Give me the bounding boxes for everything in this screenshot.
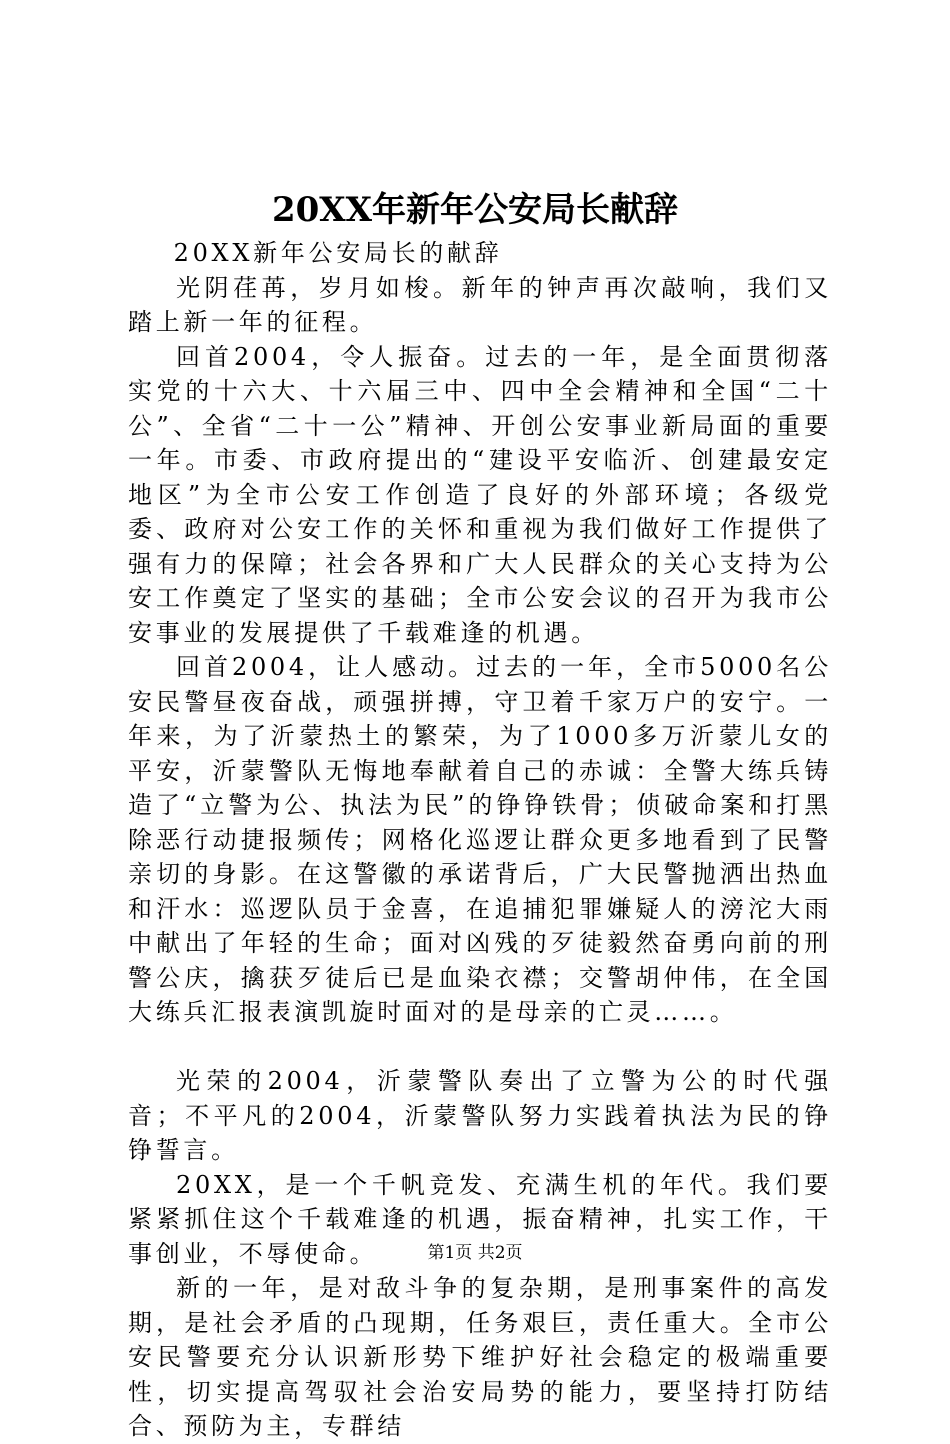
page-number-footer: 第1页 共2页 [427, 1243, 523, 1263]
body-paragraph: 新的一年，是对敌斗争的复杂期，是刑事案件的高发期，是社会矛盾的凸现期，任务艰巨，责任重大。全市公安民警要充分认识新形势下维护好社会稳定的极端重要性，切实提高驾驭社会治安局势的能力，要坚持打防结合、预防为主，专群结 [128, 1274, 832, 1440]
subtitle-paragraph: 20XX新年公安局长的献辞 [173, 239, 503, 267]
body-paragraph: 回首2004，让人感动。过去的一年，全市5000名公安民警昼夜奋战，顽强拼搏，守卫着千家万户的安宁。一年来，为了沂蒙热土的繁荣，为了1000多万沂蒙儿女的平安，沂蒙警队无悔地奉献着自己的赤诚：全警大练兵铸造了“立警为公、执法为民”的铮铮铁骨；侦破命案和打黑除恶行动捷报频传；网格化巡逻让群众更多地看到了民警亲切的身影。在这警徽的承诺背后，广大民警抛洒出热血和汗水：巡逻队员于金喜，在追捕犯罪嫌疑人的滂沱大雨中献出了年轻的生命；面对凶残的歹徒毅然奋勇向前的刑警公庆，擒获歹徒后已是血染衣襟；交警胡仲伟，在全国大练兵汇报表演凯旋时面对的是母亲的亡灵……。 [128, 653, 832, 1026]
body-paragraph: 光荣的2004，沂蒙警队奏出了立警为公的时代强音；不平凡的2004，沂蒙警队努力实践着执法为民的铮铮誓言。 [128, 1067, 832, 1164]
body-paragraph: 20XX，是一个千帆竞发、充满生机的年代。我们要紧紧抓住这个千载难逢的机遇，振奋精神，扎实工作，干事创业，不辱使命。 [128, 1170, 832, 1268]
document-title: 20XX年新年公安局长献辞 [271, 190, 679, 230]
body-paragraph: 光阴荏苒，岁月如梭。新年的钟声再次敲响，我们又踏上新一年的征程。 [128, 273, 832, 336]
body-paragraph: 回首2004，令人振奋。过去的一年，是全面贯彻落实党的十六大、十六届三中、四中全会精神和全国“二十公”、全省“二十一公”精神、开创公安事业新局面的重要一年。市委、市政府提出的“建设平安临沂、创建最安定地区”为全市公安工作创造了良好的外部环境；各级党委、政府对公安工作的关怀和重视为我们做好工作提供了强有力的保障；社会各界和广大人民群众的关心支持为公安工作奠定了坚实的基础；全市公安会议的召开为我市公安事业的发展提供了千载难逢的机遇。 [128, 342, 832, 647]
